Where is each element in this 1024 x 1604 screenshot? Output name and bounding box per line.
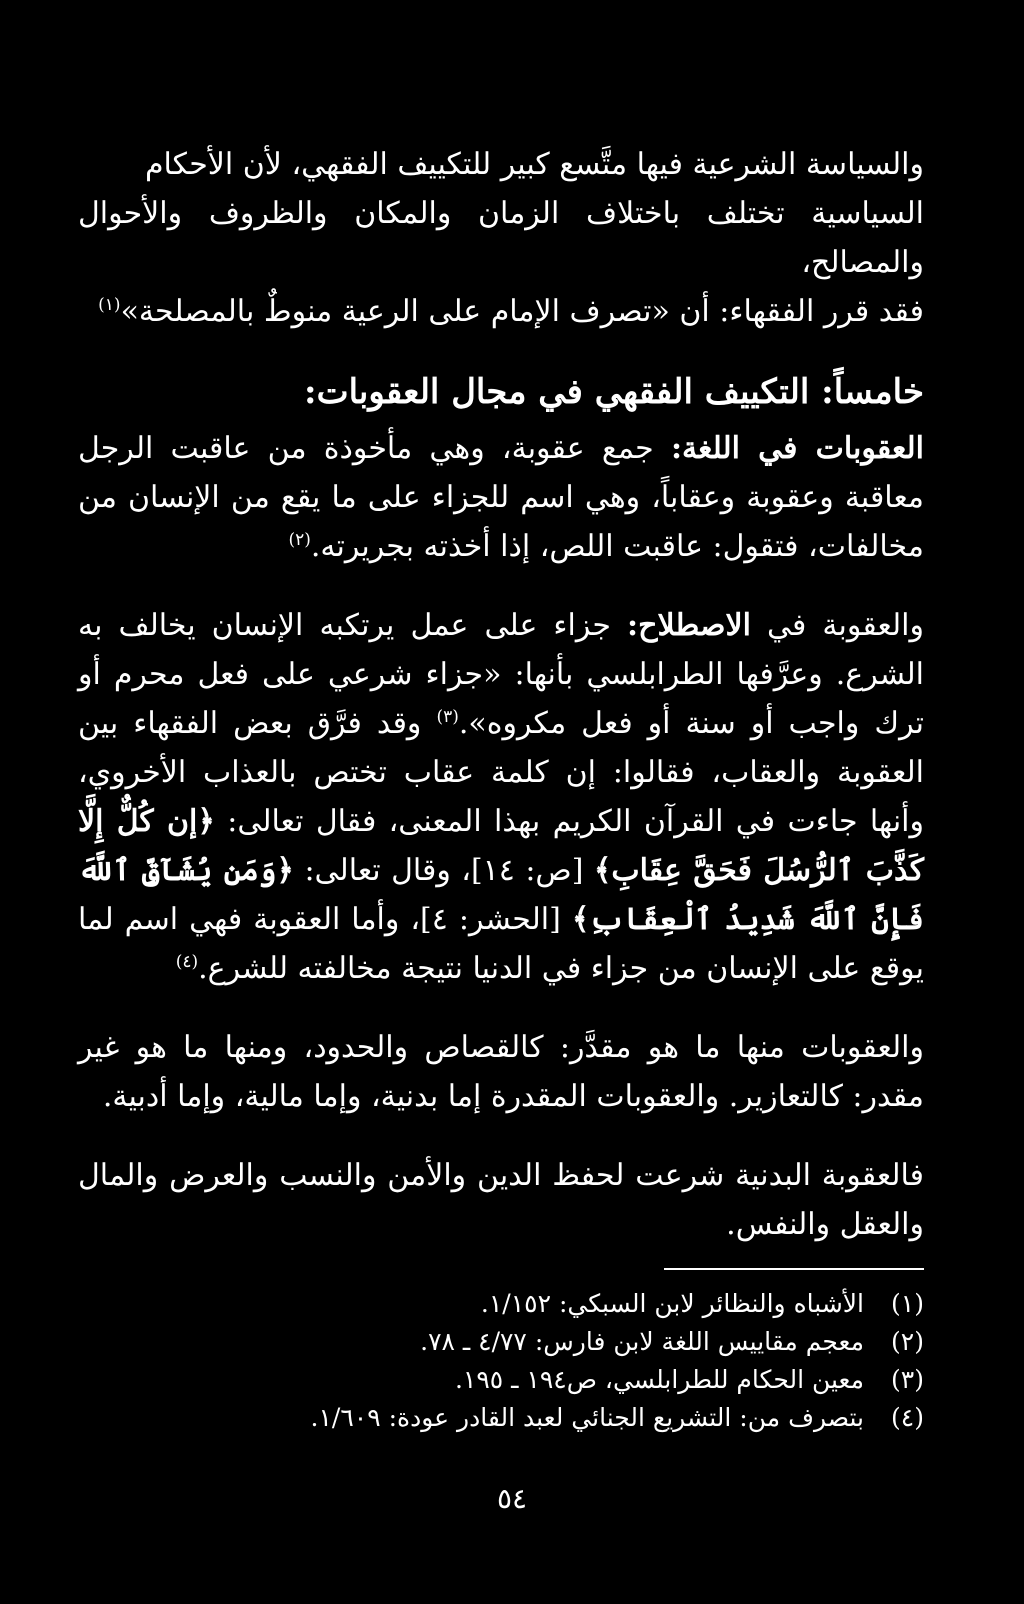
- purpose-paragraph: [78, 1151, 924, 1249]
- definition-text: ، وأما العقوبة فهي اسم لما يوقع على الإنسان من جزاء في الدنيا نتيجة مخالفته للشرع.: [78, 902, 924, 986]
- intro-line: [78, 287, 924, 336]
- section-number: خامساً:: [821, 372, 924, 412]
- page-body: [78, 140, 924, 1279]
- footnote-item: [78, 1285, 924, 1323]
- definition-term-paragraph: [78, 601, 924, 993]
- page-number: ٥٤: [496, 1482, 528, 1515]
- definition-text: ، وقال تعالى:: [304, 853, 471, 888]
- intro-line-text: فقد قرر الفقهاء: أن «تصرف الإمام على الرعية منوطٌ بالمصلحة»: [120, 294, 924, 329]
- section-title: التكييف الفقهي في مجال العقوبات:: [304, 372, 810, 412]
- definition-text: جزاء على عمل يرتكبه الإنسان يخالف به الشرع. وعرَّفها الطرابلسي بأنها: «جزاء شرعي على فعل محرم أو ترك واجب أو سنة أو فعل مكروه».: [78, 608, 924, 741]
- intro-paragraph: [78, 140, 924, 336]
- definition-text: وقد فرَّق بعض الفقهاء بين العقوبة والعقاب، فقالوا: إن كلمة عقاب تختص بالعذاب الأخروي، وأنها جاءت في القرآن الكريم بهذا المعنى، فقال تعالى:: [78, 706, 924, 839]
- footnote-number: (٣): [891, 1365, 924, 1394]
- footnote-item: [78, 1323, 924, 1361]
- types-text: والعقوبات منها ما هو مقدَّر: كالقصاص والحدود، ومنها ما هو غير مقدر: كالتعازير. والعقوبات المقدرة إما بدنية، وإما مالية، وإما أدبية.: [78, 1030, 924, 1114]
- definition-intro: والعقوبة في: [767, 608, 924, 643]
- footnote-text: بتصرف من: التشريع الجنائي لعبد القادر عودة: ١/٦٠٩.: [310, 1403, 864, 1432]
- section-heading: [78, 366, 924, 418]
- purpose-text: فالعقوبة البدنية شرعت لحفظ الدين والأمن والنسب والعرض والمال والعقل والنفس.: [78, 1158, 924, 1242]
- quran-verse: ﴿إن كُلٌّ إِلَّا كَذَّبَ ٱلرُّسُلَ فَحَقَّ عِقَابِ﴾: [78, 804, 924, 888]
- types-paragraph: [78, 1023, 924, 1121]
- term-label: العقوبات في اللغة:: [670, 431, 924, 466]
- verse-reference: [ص: ١٤]: [470, 853, 584, 888]
- definition-language-paragraph: [78, 424, 924, 571]
- intro-line: السياسية تختلف باختلاف الزمان والمكان والظروف والأحوال والمصالح،: [78, 196, 924, 280]
- footnote-text: الأشباه والنظائر لابن السبكي: ١/١٥٢.: [480, 1289, 864, 1318]
- footnote-number: (٤): [891, 1403, 924, 1432]
- footnote-item: [78, 1399, 924, 1437]
- footnote-number: (٢): [891, 1327, 924, 1356]
- footnote-ref[interactable]: (٣): [436, 707, 459, 727]
- definition-text: جمع عقوبة، وهي مأخوذة من عاقبت الرجل معاقبة وعقوبة وعقاباً، وهي اسم للجزاء على ما يقع من الإنسان من مخالفات، فتقول: عاقبت اللص، إذا أخذته بجريرته.: [78, 431, 924, 564]
- footnote-ref[interactable]: (١): [98, 295, 121, 315]
- footnotes: [78, 1285, 924, 1437]
- footnote-ref[interactable]: (٢): [288, 530, 311, 550]
- footnote-ref[interactable]: (٤): [175, 952, 199, 972]
- footnote-text: معجم مقاييس اللغة لابن فارس: ٤/٧٧ ـ ٧٨.: [420, 1327, 864, 1356]
- footnote-number: (١): [891, 1289, 924, 1318]
- intro-line: والسياسة الشرعية فيها متَّسع كبير للتكييف الفقهي، لأن الأحكام: [144, 147, 924, 182]
- footnote-divider-line: [664, 1268, 924, 1270]
- footnote-text: معين الحكام للطرابلسي، ص١٩٤ ـ ١٩٥.: [454, 1365, 864, 1394]
- quran-verse: ﴿وَمَن يُشَآقِّ ٱللَّهَ فَإِنَّ ٱللَّهَ شَدِيدُ ٱلْعِقَابِ﴾: [78, 853, 924, 937]
- verse-reference: [الحشر: ٤]: [420, 902, 561, 937]
- term-label: الاصطلاح:: [627, 608, 751, 643]
- footnote-item: [78, 1361, 924, 1399]
